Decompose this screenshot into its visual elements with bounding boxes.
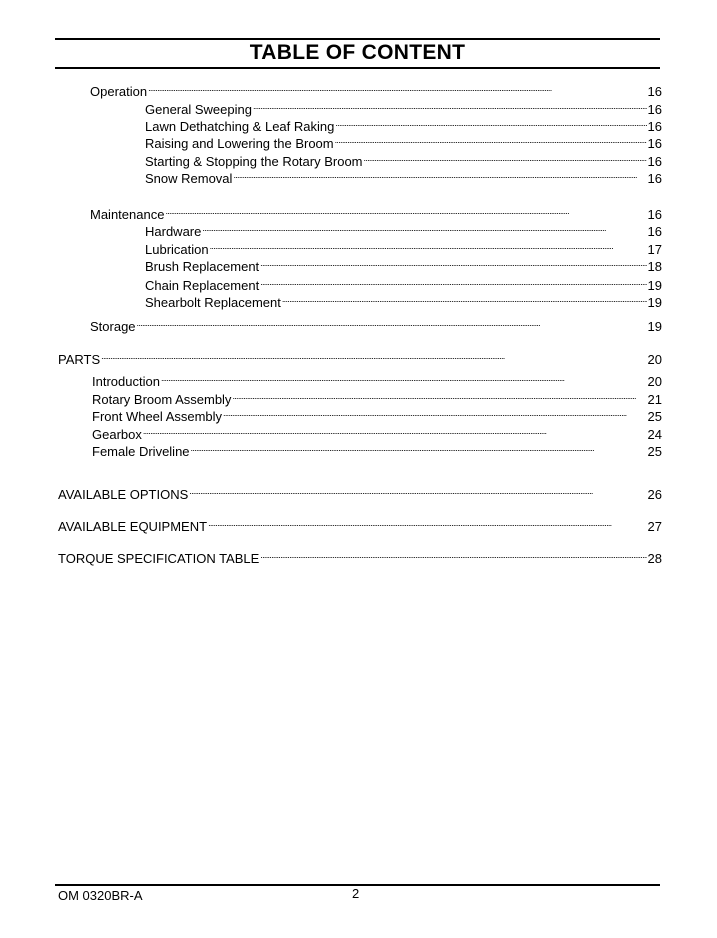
toc-entry-label: Front Wheel Assembly [92, 409, 223, 424]
footer-document-code: OM 0320BR-A [58, 888, 143, 903]
toc-entry-label: Snow Removal [145, 171, 233, 186]
toc-entry-page: 17 [647, 242, 662, 257]
toc-entry-page: 16 [647, 154, 662, 169]
dot-leader [148, 84, 646, 96]
toc-entry-label: TORQUE SPECIFICATION TABLE [58, 551, 260, 566]
toc-entry-label: Introduction [92, 374, 160, 389]
toc-entry-page: 16 [647, 207, 662, 222]
toc-entry-page: 26 [647, 487, 662, 502]
title-underline [55, 67, 660, 69]
toc-entry-operation [90, 84, 662, 100]
toc-entry-label: Storage [90, 319, 136, 334]
toc-entry-label: Hardware [145, 224, 202, 239]
toc-entry-page: 16 [647, 224, 662, 239]
dot-leader [364, 154, 647, 166]
toc-entry-page: 25 [647, 409, 662, 424]
toc-entry-page: 27 [647, 519, 662, 534]
toc-entry-label: AVAILABLE OPTIONS [58, 487, 189, 502]
toc-entry-label: Rotary Broom Assembly [92, 392, 232, 407]
toc-entry-hardware [145, 224, 662, 240]
dot-leader [101, 352, 646, 364]
toc-entry-introduction [92, 374, 662, 390]
toc-entry-page: 16 [647, 171, 662, 186]
toc-entry-page: 19 [647, 295, 662, 310]
toc-entry-label: AVAILABLE EQUIPMENT [58, 519, 208, 534]
toc-entry-page: 24 [647, 427, 662, 442]
dot-leader [260, 259, 646, 271]
toc-entry-page: 25 [647, 444, 662, 459]
dot-leader [335, 119, 646, 131]
toc-entry-raising-lowering [145, 136, 662, 152]
dot-leader [260, 551, 646, 563]
toc-entry-page: 19 [647, 319, 662, 334]
toc-entry-parts [58, 352, 662, 368]
dot-leader [253, 102, 647, 114]
toc-entry-label: Female Driveline [92, 444, 190, 459]
toc-entry-storage [90, 319, 662, 335]
toc-entry-torque-specification-table [58, 551, 662, 567]
toc-entry-rotary-broom-assembly [92, 392, 662, 408]
toc-entry-label: Starting & Stopping the Rotary Broom [145, 154, 363, 169]
toc-entry-page: 20 [647, 374, 662, 389]
dot-leader [191, 444, 647, 456]
toc-entry-maintenance [90, 207, 662, 223]
toc-entry-chain-replacement [145, 278, 662, 294]
dot-leader [210, 242, 647, 254]
toc-entry-page: 20 [647, 352, 662, 367]
toc-entry-label: Lawn Dethatching & Leaf Raking [145, 119, 335, 134]
toc-entry-label: Shearbolt Replacement [145, 295, 281, 310]
toc-entry-page: 16 [647, 136, 662, 151]
toc-entry-lubrication [145, 242, 662, 258]
toc-entry-label: Maintenance [90, 207, 165, 222]
toc-entry-page: 28 [647, 551, 662, 566]
toc-entry-page: 16 [647, 119, 662, 134]
dot-leader [282, 295, 647, 307]
toc-entry-brush-replacement [145, 259, 662, 275]
toc-entry-available-equipment [58, 519, 662, 535]
dot-leader [233, 171, 646, 183]
toc-entry-label: PARTS [58, 352, 101, 367]
dot-leader [232, 392, 646, 404]
toc-entry-label: Chain Replacement [145, 278, 260, 293]
page-title: TABLE OF CONTENT [249, 41, 466, 64]
dot-leader [143, 427, 647, 439]
dot-leader [208, 519, 646, 531]
toc-entry-label: Operation [90, 84, 148, 99]
toc-entry-shearbolt-replacement [145, 295, 662, 311]
dot-leader [260, 278, 646, 290]
toc-entry-starting-stopping [145, 154, 662, 170]
dot-leader [202, 224, 646, 236]
dot-leader [137, 319, 647, 331]
toc-entry-front-wheel-assembly [92, 409, 662, 425]
toc-entry-snow-removal [145, 171, 662, 187]
dot-leader [161, 374, 647, 386]
footer-page-number: 2 [352, 886, 360, 901]
toc-entry-page: 16 [647, 84, 662, 99]
toc-entry-label: Raising and Lowering the Broom [145, 136, 334, 151]
toc-entry-lawn-dethatching [145, 119, 662, 135]
toc-entry-label: Gearbox [92, 427, 142, 442]
toc-entry-female-driveline [92, 444, 662, 460]
dot-leader [335, 136, 647, 148]
toc-entry-label: Brush Replacement [145, 259, 260, 274]
toc-entry-gearbox [92, 427, 662, 443]
toc-entry-label: General Sweeping [145, 102, 252, 117]
toc-entry-page: 16 [647, 102, 662, 117]
dot-leader [189, 487, 646, 499]
dot-leader [165, 207, 646, 219]
toc-entry-page: 21 [647, 392, 662, 407]
toc-entry-label: Lubrication [145, 242, 209, 257]
toc-entry-available-options [58, 487, 662, 503]
toc-entry-general-sweeping [145, 102, 662, 118]
toc-entry-page: 19 [647, 278, 662, 293]
dot-leader [223, 409, 646, 421]
toc-entry-page: 18 [647, 259, 662, 274]
